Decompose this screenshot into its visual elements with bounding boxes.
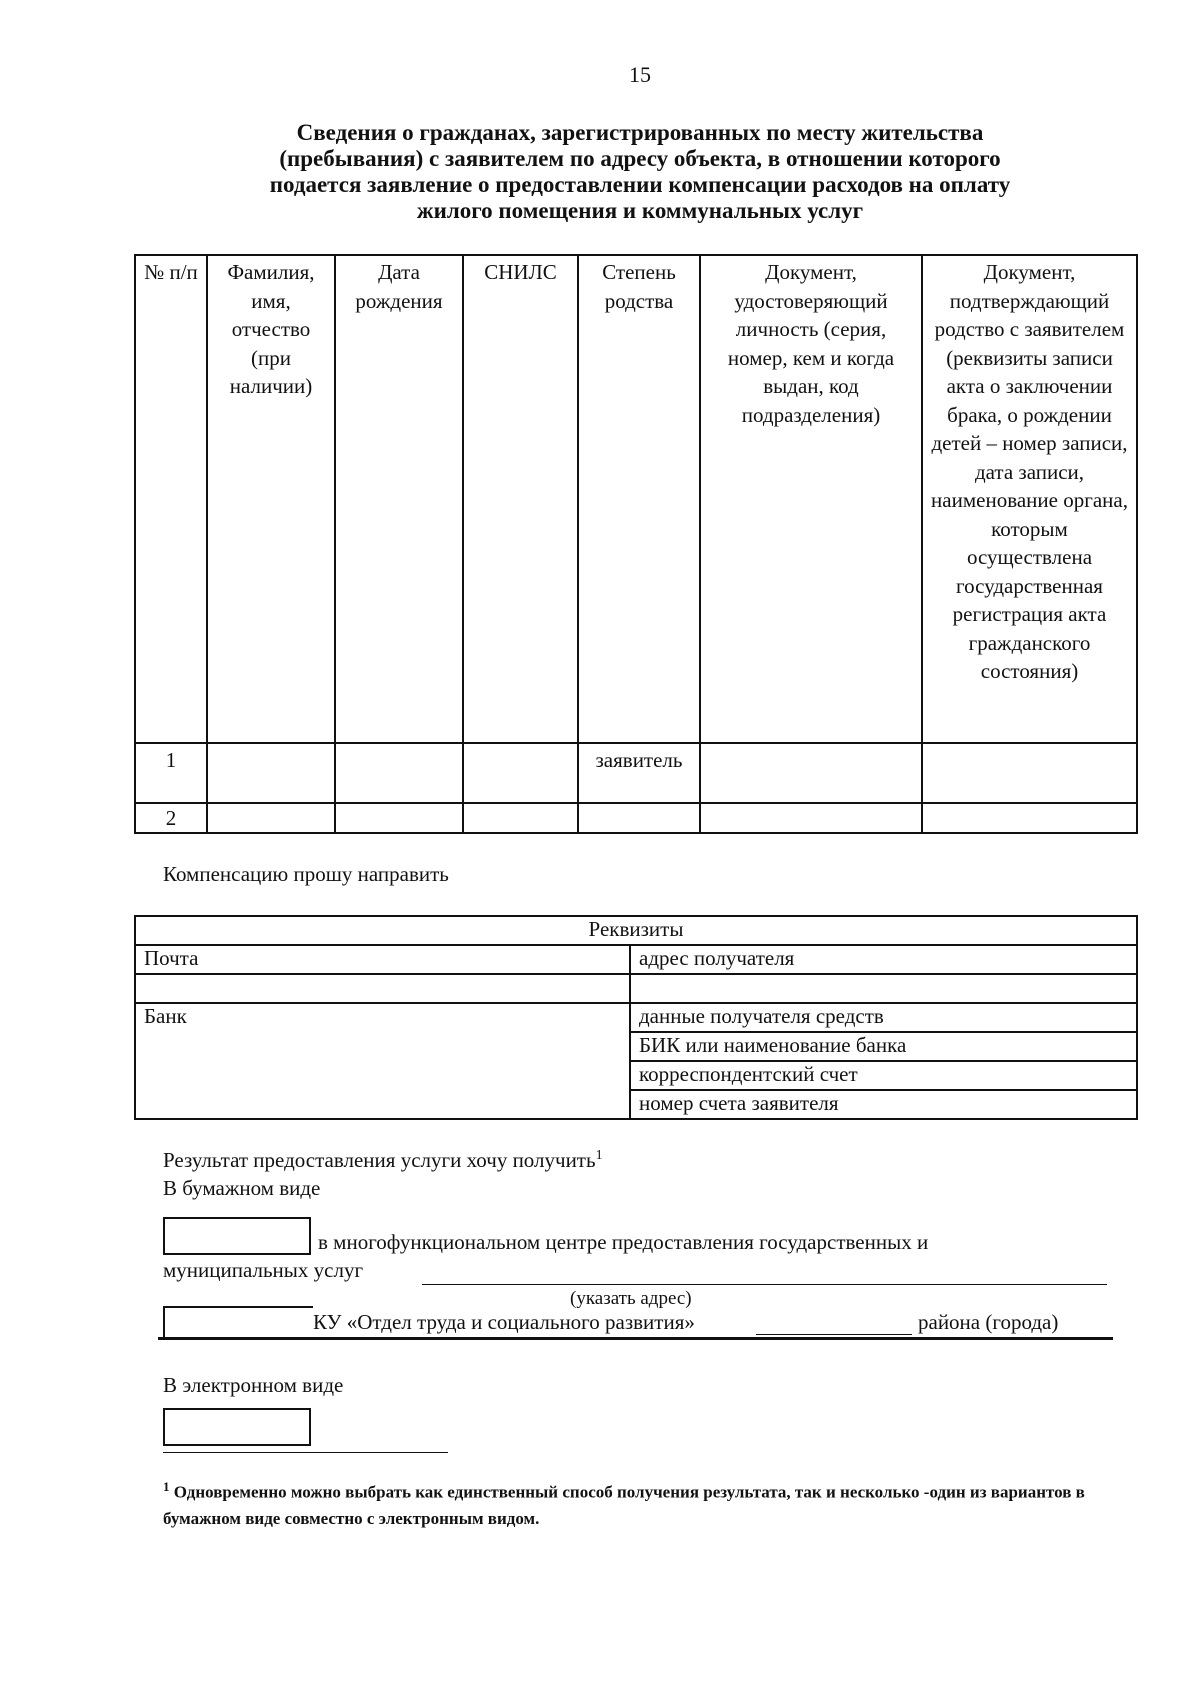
header-birth-date: Дата рождения [335,255,463,743]
relation-cell[interactable] [578,803,700,833]
recipient-address-label: адрес получателя [630,945,1137,974]
mail-value-cell[interactable] [135,974,630,1003]
footnote-mark: 1 [163,1479,170,1494]
recipient-address-value-cell[interactable] [630,974,1137,1003]
applicant-account-label: номер счета заявителя [630,1090,1137,1119]
identity-document-cell[interactable] [700,743,922,803]
title-line-1: Сведения о гражданах, зарегистрированных по месту жительства [296,120,984,145]
header-number: № п/п [135,255,207,743]
table-row [135,743,1137,803]
title-line-2: (пребывания) с заявителем по адресу объекта, в отношении которого [279,146,1001,171]
footnote-reference: 1 [595,1148,603,1163]
electronic-form-label: В электронном виде [163,1373,344,1397]
header-relation: Степень родства [578,255,700,743]
address-hint: (указать адрес) [570,1288,692,1309]
header-snils: СНИЛС [463,255,578,743]
birth-date-cell[interactable] [335,803,463,833]
compensation-label: Компенсацию прошу направить [163,862,449,886]
page-number: 15 [629,62,651,87]
footnote-text: Одновременно можно выбрать как единственный способ получения результата, так и несколько -один из вариантов в бумажном виде совместно с электронным видом. [163,1482,1085,1528]
title-line-3: подается заявление о предоставлении компенсации расходов на оплату [269,172,1011,197]
kinship-document-cell[interactable] [922,743,1137,803]
requisites-table [134,915,1138,1120]
birth-date-cell[interactable] [335,743,463,803]
full-name-cell[interactable] [207,803,335,833]
identity-document-cell[interactable] [700,803,922,833]
mfc-option-label-2: муниципальных услуг [163,1258,364,1282]
snils-cell[interactable] [463,743,578,803]
result-title-text: Результат предоставления услуги хочу получить [163,1148,596,1172]
result-title [163,1148,603,1173]
electronic-checkbox[interactable] [163,1408,311,1446]
ku-district-field[interactable] [756,1334,912,1335]
kinship-document-cell[interactable] [922,803,1137,833]
footnote-separator [163,1452,448,1453]
requisites-header: Реквизиты [135,916,1137,945]
full-name-cell[interactable] [207,743,335,803]
mfc-checkbox[interactable] [163,1217,311,1255]
snils-cell[interactable] [463,803,578,833]
mail-label: Почта [135,945,630,974]
header-identity-document: Документ, удостоверяющий личность (серия, номер, кем и когда выдан, код подразделения) [700,255,922,743]
citizens-table [134,254,1138,834]
relation-cell: заявитель [578,743,700,803]
document-title [160,120,1120,224]
header-full-name: Фамилия, имя, отчество (при наличии) [207,255,335,743]
row-number: 1 [135,743,207,803]
mfc-address-field[interactable] [422,1284,1107,1285]
ku-option-label: КУ «Отдел труда и социального развития» [313,1310,695,1334]
table-row [135,803,1137,833]
row-number: 2 [135,803,207,833]
recipient-data-label: данные получателя средств [630,1003,1137,1032]
title-line-4: жилого помещения и коммунальных услуг [416,198,864,223]
footnote [163,1474,1123,1532]
header-kinship-document: Документ, подтверждающий родство с заявителем (реквизиты записи акта о заключении брака, о рождении детей – номер записи, дата записи, наименование органа, которым осуществлена государственная регистрация акта гражданского состояния) [922,255,1137,743]
section-divider [158,1337,1113,1340]
citizens-header-row [135,255,1137,743]
ku-checkbox[interactable] [163,1306,313,1338]
correspondent-account-label: корреспондентский счет [630,1061,1137,1090]
ku-district-suffix: района (города) [918,1310,1059,1334]
paper-form-label: В бумажном виде [163,1176,321,1200]
mfc-option-label-1: в многофункциональном центре предоставления государственных и [318,1230,929,1254]
bank-label: Банк [135,1003,630,1119]
bik-label: БИК или наименование банка [630,1032,1137,1061]
